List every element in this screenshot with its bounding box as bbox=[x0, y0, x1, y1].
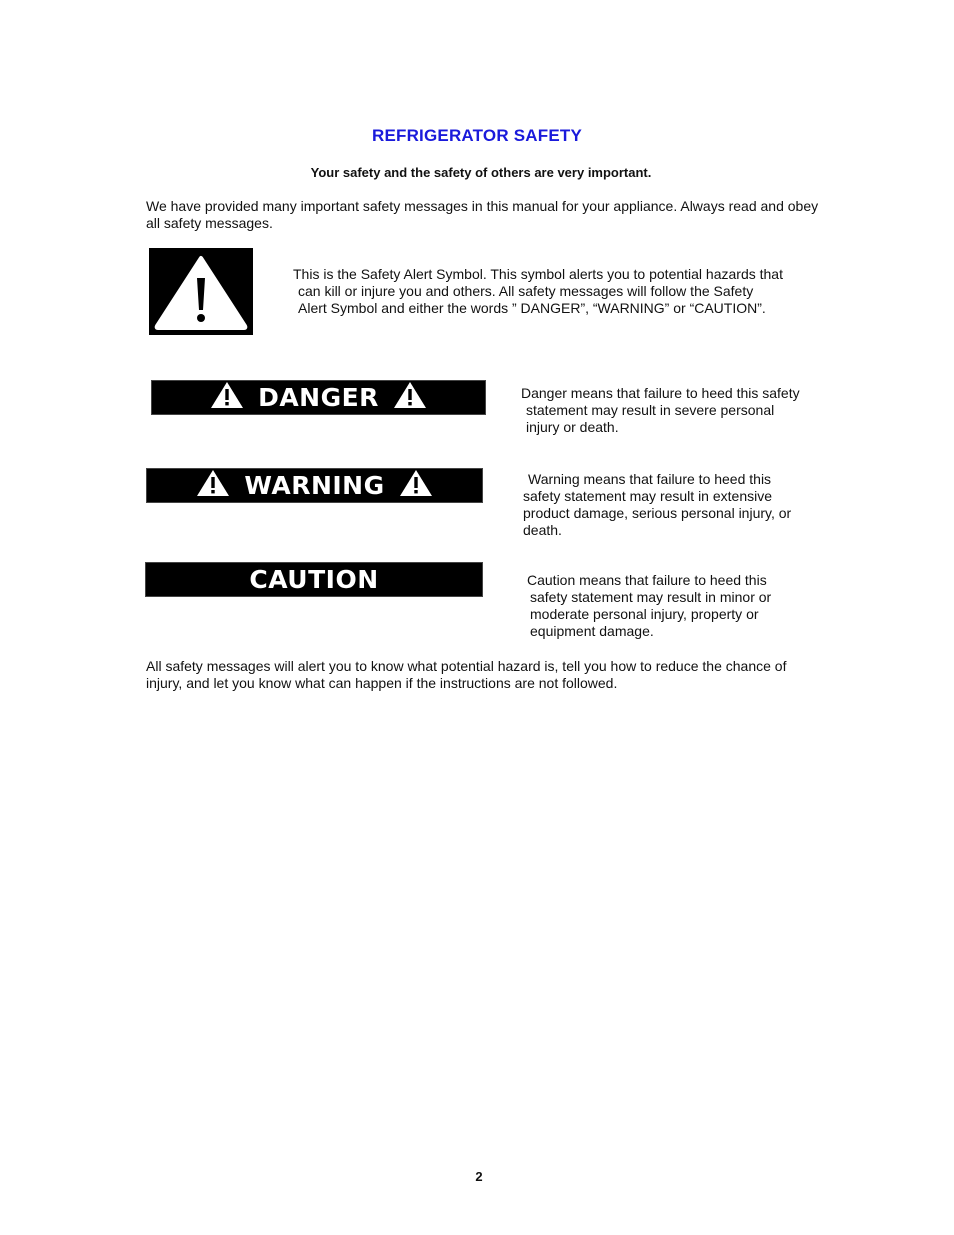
warning-description bbox=[523, 471, 791, 539]
intro-paragraph: We have provided many important safety messages in this manual for your appliance. Always read and obey all safety messages. bbox=[146, 198, 819, 231]
warning-label: WARNING bbox=[244, 471, 385, 500]
warning-triangle-icon bbox=[393, 381, 427, 415]
danger-label: DANGER bbox=[258, 383, 379, 412]
page-number: 2 bbox=[475, 1169, 483, 1184]
caution-line: equipment damage. bbox=[530, 623, 654, 639]
safety-alert-exclamation-icon bbox=[149, 248, 253, 335]
warning-line: death. bbox=[523, 522, 562, 538]
warning-banner bbox=[146, 468, 483, 503]
caution-label: CAUTION bbox=[249, 565, 379, 594]
danger-line: statement may result in severe personal bbox=[526, 402, 775, 418]
safety-alert-description bbox=[293, 266, 823, 317]
alert-line: can kill or injure you and others. All safety messages will follow the Safety bbox=[298, 283, 754, 299]
warning-line: safety statement may result in extensive bbox=[523, 488, 772, 504]
closing-paragraph: All safety messages will alert you to know what potential hazard is, tell you how to reduce the chance of injury, and let you know what can happen if the instructions are not followed. bbox=[146, 658, 787, 691]
warning-triangle-icon bbox=[196, 469, 230, 503]
danger-description bbox=[521, 385, 800, 436]
warning-line: product damage, serious personal injury, or bbox=[523, 505, 792, 521]
page-subtitle: Your safety and the safety of others are very important. bbox=[310, 165, 652, 180]
page-title: REFRIGERATOR SAFETY bbox=[371, 126, 583, 145]
warning-triangle-icon bbox=[210, 381, 244, 415]
caution-line: Caution means that failure to heed this bbox=[527, 572, 767, 588]
alert-line: Alert Symbol and either the words ” DANGER”, “WARNING” or “CAUTION”. bbox=[298, 300, 766, 316]
danger-line: Danger means that failure to heed this safety bbox=[521, 385, 800, 401]
caution-line: safety statement may result in minor or bbox=[530, 589, 772, 605]
caution-line: moderate personal injury, property or bbox=[530, 606, 759, 622]
caution-banner bbox=[145, 562, 483, 597]
warning-line: Warning means that failure to heed this bbox=[528, 471, 772, 487]
danger-line: injury or death. bbox=[526, 419, 619, 435]
warning-triangle-icon bbox=[399, 469, 433, 503]
caution-description bbox=[527, 572, 771, 640]
alert-line: This is the Safety Alert Symbol. This symbol alerts you to potential hazards that bbox=[293, 266, 783, 282]
danger-banner bbox=[151, 380, 486, 415]
